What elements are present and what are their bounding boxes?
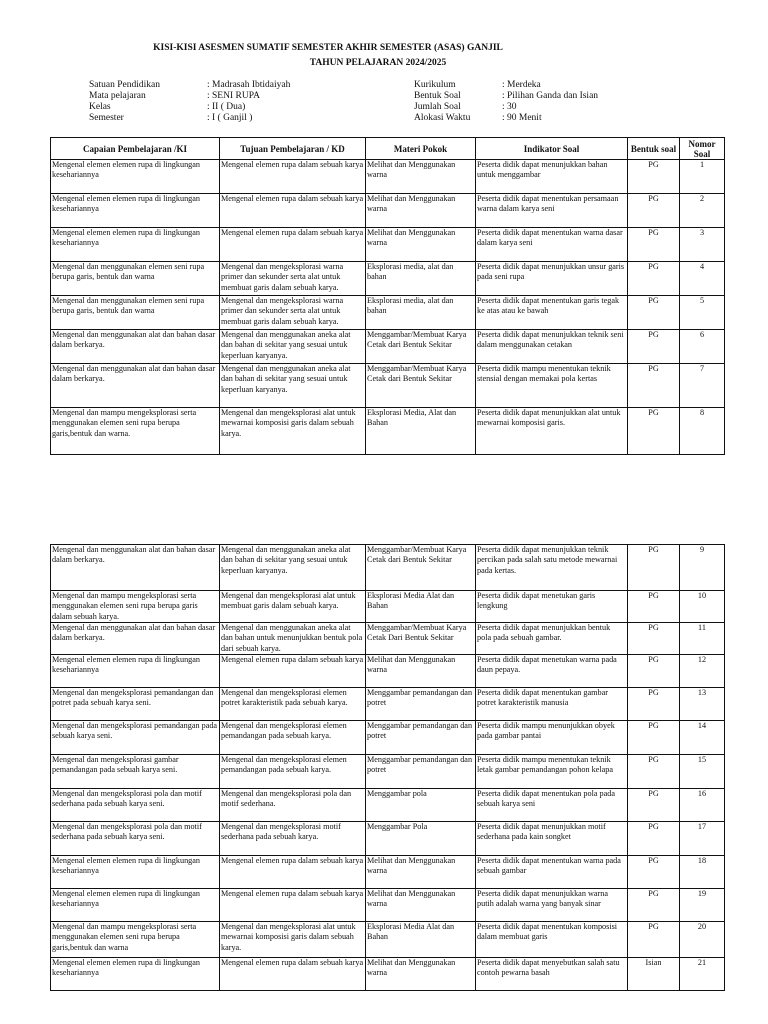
header-indikator: Indikator Soal xyxy=(476,138,628,160)
cell-bentuk: PG xyxy=(628,655,680,688)
table-row xyxy=(51,228,725,262)
header-materi: Materi Pokok xyxy=(366,138,476,160)
cell-tujuan: Mengenal elemen rupa dalam sebuah karya xyxy=(220,228,366,262)
cell-indikator: Peserta didik dapat menentukan garis tegak ke atas atau ke bawah xyxy=(476,296,628,330)
cell-materi: Melihat dan Menggunakan warna xyxy=(366,228,476,262)
info-value: : I ( Ganjil ) xyxy=(207,113,253,123)
cell-nomor: 2 xyxy=(680,194,725,228)
cell-bentuk: PG xyxy=(628,922,680,958)
info-value: : Merdeka xyxy=(502,80,541,90)
table-row xyxy=(51,160,725,194)
cell-nomor: 8 xyxy=(680,408,725,455)
table-row xyxy=(51,856,725,889)
cell-tujuan: Mengenal dan mengeksplorasi warna primer dan sekunder serta alat untuk membuat garis dalam sebuah karya. xyxy=(220,296,366,330)
cell-tujuan: Mengenal dan mengeksplorasi warna primer dan sekunder serta alat untuk membuat garis dalam sebuah karya. xyxy=(220,262,366,296)
cell-nomor: 16 xyxy=(680,789,725,822)
cell-nomor: 19 xyxy=(680,889,725,922)
cell-materi: Melihat dan Menggunakan warna xyxy=(366,160,476,194)
header-nomor: Nomor Soal xyxy=(680,138,725,160)
cell-materi: Menggambar pemandangan dan potret xyxy=(366,688,476,721)
cell-capaian: Mengenal dan mengeksplorasi gambar pemandangan pada sebuah karya seni. xyxy=(51,755,220,789)
cell-bentuk: PG xyxy=(628,262,680,296)
cell-tujuan: Mengenal elemen rupa dalam sebuah karya xyxy=(220,856,366,889)
cell-nomor: 1 xyxy=(680,160,725,194)
cell-tujuan: Mengenal dan mengeksplorasi elemen pemandangan pada sebuah karya. xyxy=(220,721,366,755)
table-row xyxy=(51,545,725,591)
cell-indikator: Peserta didik dapat menentukan warna pada sebuah gambar xyxy=(476,856,628,889)
cell-materi: Eksplorasi Media, Alat dan Bahan xyxy=(366,408,476,455)
cell-capaian: Mengenal elemen elemen rupa di lingkungan kesehariannya xyxy=(51,856,220,889)
cell-capaian: Mengenal elemen elemen rupa di lingkungan kesehariannya xyxy=(51,228,220,262)
cell-materi: Melihat dan Menggunakan warna xyxy=(366,958,476,991)
cell-capaian: Mengenal dan menggunakan alat dan bahan dasar dalam berkarya. xyxy=(51,545,220,591)
table-row xyxy=(51,296,725,330)
table-row xyxy=(51,623,725,655)
cell-nomor: 12 xyxy=(680,655,725,688)
info-value: : Madrasah Ibtidaiyah xyxy=(207,80,291,90)
table-row xyxy=(51,922,725,958)
cell-indikator: Peserta didik dapat menentukan gambar potret karakteristik manusia xyxy=(476,688,628,721)
cell-materi: Menggambar/Membuat Karya Cetak dari Bentuk Sekitar xyxy=(366,330,476,364)
header-capaian: Capaian Pembelajaran /KI xyxy=(51,138,220,160)
cell-tujuan: Mengenal dan mengeksplorasi elemen potret karakteristik pada sebuah karya. xyxy=(220,688,366,721)
document-title: KISI-KISI ASESMEN SUMATIF SEMESTER AKHIR SEMESTER (ASAS) GANJIL xyxy=(153,43,503,53)
cell-capaian: Mengenal elemen elemen rupa di lingkungan kesehariannya xyxy=(51,160,220,194)
cell-bentuk: PG xyxy=(628,545,680,591)
cell-bentuk: PG xyxy=(628,160,680,194)
info-labels-left xyxy=(89,80,160,124)
cell-capaian: Mengenal elemen elemen rupa di lingkungan kesehariannya xyxy=(51,889,220,922)
cell-indikator: Peserta didik dapat menunjukkan unsur garis pada seni rupa xyxy=(476,262,628,296)
cell-tujuan: Mengenal dan mengeksplorasi alat untuk mewarnai komposisi garis dalam sebuah karya. xyxy=(220,408,366,455)
document-subtitle: TAHUN PELAJARAN 2024/2025 xyxy=(309,58,447,68)
cell-capaian: Mengenal dan menggunakan elemen seni rupa berupa garis, bentuk dan warna xyxy=(51,262,220,296)
kisi-kisi-table-1 xyxy=(50,137,725,455)
cell-nomor: 20 xyxy=(680,922,725,958)
cell-capaian: Mengenal elemen elemen rupa di lingkungan kesehariannya xyxy=(51,194,220,228)
cell-materi: Menggambar pemandangan dan potret xyxy=(366,721,476,755)
info-label: Semester xyxy=(89,113,124,123)
cell-tujuan: Mengenal elemen rupa dalam sebuah karya xyxy=(220,889,366,922)
cell-materi: Eksplorasi Media Alat dan Bahan xyxy=(366,591,476,623)
cell-nomor: 11 xyxy=(680,623,725,655)
cell-nomor: 21 xyxy=(680,958,725,991)
info-label: Alokasi Waktu xyxy=(414,113,471,123)
header-tujuan: Tujuan Pembelajaran / KD xyxy=(220,138,366,160)
cell-nomor: 14 xyxy=(680,721,725,755)
cell-bentuk: PG xyxy=(628,789,680,822)
cell-bentuk: PG xyxy=(628,721,680,755)
info-value: : 30 xyxy=(502,102,517,112)
cell-tujuan: Mengenal dan mengeksplorasi elemen pemandangan pada sebuah karya. xyxy=(220,755,366,789)
cell-capaian: Mengenal dan mengeksplorasi pola dan motif sederhana pada sebuah karya seni. xyxy=(51,789,220,822)
info-values-right xyxy=(502,80,598,124)
cell-indikator: Peserta didik dapat menunjukkan bentuk pola pada sebuah gambar. xyxy=(476,623,628,655)
cell-capaian: Mengenal dan mengeksplorasi pemandangan dan potret pada sebuah karya seni. xyxy=(51,688,220,721)
cell-tujuan: Mengenal dan mengeksplorasi alat untuk membuat garis dalam sebuah karya. xyxy=(220,591,366,623)
cell-materi: Melihat dan Menggunakan warna xyxy=(366,194,476,228)
cell-tujuan: Mengenal elemen rupa dalam sebuah karya xyxy=(220,655,366,688)
cell-indikator: Peserta didik dapat menetukan garis lengkung xyxy=(476,591,628,623)
cell-indikator: Peserta didik mampu menentukan teknik stensial dengan memakai pola kertas xyxy=(476,364,628,408)
cell-capaian: Mengenal elemen elemen rupa di lingkungan kesehariannya xyxy=(51,958,220,991)
info-label: Bentuk Soal xyxy=(414,91,461,101)
cell-bentuk: Isian xyxy=(628,958,680,991)
header-bentuk: Bentuk soal xyxy=(628,138,680,160)
cell-materi: Menggambar/Membuat Karya Cetak Dari Bentuk Sekitar xyxy=(366,623,476,655)
cell-indikator: Peserta didik dapat menunjukkan alat untuk mewarnai komposisi garis. xyxy=(476,408,628,455)
table-row xyxy=(51,958,725,991)
cell-nomor: 17 xyxy=(680,822,725,856)
cell-materi: Menggambar/Membuat Karya Cetak dari Bentuk Sekitar xyxy=(366,545,476,591)
cell-bentuk: PG xyxy=(628,856,680,889)
cell-nomor: 4 xyxy=(680,262,725,296)
cell-materi: Menggambar Pola xyxy=(366,822,476,856)
cell-nomor: 6 xyxy=(680,330,725,364)
cell-bentuk: PG xyxy=(628,822,680,856)
table-row xyxy=(51,591,725,623)
cell-nomor: 10 xyxy=(680,591,725,623)
cell-bentuk: PG xyxy=(628,364,680,408)
info-label: Kurikulum xyxy=(414,80,456,90)
info-label: Satuan Pendidikan xyxy=(89,80,160,90)
cell-bentuk: PG xyxy=(628,688,680,721)
table-row xyxy=(51,364,725,408)
cell-tujuan: Mengenal elemen rupa dalam sebuah karya xyxy=(220,160,366,194)
cell-nomor: 5 xyxy=(680,296,725,330)
cell-materi: Eksplorasi media, alat dan bahan xyxy=(366,262,476,296)
table-row xyxy=(51,194,725,228)
cell-tujuan: Mengenal dan menggunakan aneka alat dan bahan untuk menunjukkan bentuk pola dari sebuah karya. xyxy=(220,623,366,655)
cell-indikator: Peserta didik dapat menentukan pola pada sebuah karya seni xyxy=(476,789,628,822)
cell-indikator: Peserta didik dapat menentukan warna dasar dalam karya seni xyxy=(476,228,628,262)
cell-materi: Melihat dan Menggunakan warna xyxy=(366,856,476,889)
table-row xyxy=(51,330,725,364)
info-value: : Pilihan Ganda dan Isian xyxy=(502,91,599,101)
info-value: : 90 Menit xyxy=(502,113,542,123)
cell-bentuk: PG xyxy=(628,889,680,922)
table-row xyxy=(51,889,725,922)
cell-capaian: Mengenal dan menggunakan alat dan bahan dasar dalam berkarya. xyxy=(51,330,220,364)
table-row xyxy=(51,755,725,789)
info-label: Kelas xyxy=(89,102,111,112)
cell-materi: Melihat dan Menggunakan warna xyxy=(366,655,476,688)
cell-tujuan: Mengenal elemen rupa dalam sebuah karya xyxy=(220,958,366,991)
cell-materi: Melihat dan Menggunakan warna xyxy=(366,889,476,922)
cell-bentuk: PG xyxy=(628,194,680,228)
table-row xyxy=(51,822,725,856)
table-row xyxy=(51,721,725,755)
header-row xyxy=(51,138,725,160)
cell-tujuan: Mengenal dan menggunakan aneka alat dan bahan di sekitar yang sesuai untuk keperluan karyanya. xyxy=(220,545,366,591)
cell-bentuk: PG xyxy=(628,330,680,364)
table-row xyxy=(51,789,725,822)
info-label: Mata pelajaran xyxy=(89,91,146,101)
cell-materi: Eksplorasi media, alat dan bahan xyxy=(366,296,476,330)
cell-indikator: Peserta didik dapat menunjukkan bahan untuk menggambar xyxy=(476,160,628,194)
info-values-left xyxy=(207,80,290,124)
cell-indikator: Peserta didik dapat menunjukkan warna putih adalah warna yang banyak sinar xyxy=(476,889,628,922)
cell-tujuan: Mengenal dan menggunakan aneka alat dan bahan di sekitar yang sesuai untuk keperluan karyanya. xyxy=(220,330,366,364)
cell-nomor: 7 xyxy=(680,364,725,408)
cell-materi: Menggambar pola xyxy=(366,789,476,822)
cell-indikator: Peserta didik dapat menunjukkan teknik percikan pada salah satu metode mewarnai pada kertas. xyxy=(476,545,628,591)
cell-capaian: Mengenal dan mampu mengeksplorasi serta menggunakan elemen seni rupa berupa garis,bentuk dan warna. xyxy=(51,408,220,455)
cell-capaian: Mengenal dan mampu mengeksplorasi serta menggunakan elemen seni rupa berupa garis,bentuk dan warna xyxy=(51,922,220,958)
kisi-kisi-table-2 xyxy=(50,544,725,991)
cell-nomor: 9 xyxy=(680,545,725,591)
table-row xyxy=(51,262,725,296)
cell-indikator: Peserta didik mampu menentukan teknik letak gambar pemandangan pohon kelapa xyxy=(476,755,628,789)
cell-nomor: 15 xyxy=(680,755,725,789)
cell-nomor: 3 xyxy=(680,228,725,262)
info-value: : II ( Dua) xyxy=(207,102,246,112)
cell-bentuk: PG xyxy=(628,228,680,262)
table-row xyxy=(51,408,725,455)
cell-materi: Menggambar pemandangan dan potret xyxy=(366,755,476,789)
cell-indikator: Peserta didik dapat menyebutkan salah satu contoh pewarna basah xyxy=(476,958,628,991)
info-labels-right xyxy=(414,80,470,124)
cell-capaian: Mengenal dan menggunakan alat dan bahan dasar dalam berkarya. xyxy=(51,364,220,408)
cell-indikator: Peserta didik dapat menentukan persamaan warna dalam karya seni xyxy=(476,194,628,228)
cell-indikator: Peserta didik dapat menetukan warna pada daun pepaya. xyxy=(476,655,628,688)
cell-nomor: 18 xyxy=(680,856,725,889)
cell-bentuk: PG xyxy=(628,408,680,455)
cell-indikator: Peserta didik dapat menentukan komposisi dalam membuat garis xyxy=(476,922,628,958)
info-label: Jumlah Soal xyxy=(414,102,461,112)
cell-capaian: Mengenal dan menggunakan alat dan bahan dasar dalam berkarya. xyxy=(51,623,220,655)
cell-capaian: Mengenal dan mampu mengeksplorasi serta menggunakan elemen seni rupa berupa garis dalam sebuah karya. xyxy=(51,591,220,623)
cell-materi: Eksplorasi Media Alat dan Bahan xyxy=(366,922,476,958)
cell-tujuan: Mengenal elemen rupa dalam sebuah karya xyxy=(220,194,366,228)
cell-capaian: Mengenal dan menggunakan elemen seni rupa berupa garis, bentuk dan warna xyxy=(51,296,220,330)
cell-capaian: Mengenal dan mengeksplorasi pola dan motif sederhana pada sebuah karya seni. xyxy=(51,822,220,856)
table-row xyxy=(51,655,725,688)
cell-materi: Menggambar/Membuat Karya Cetak dari Bentuk Sekitar xyxy=(366,364,476,408)
cell-capaian: Mengenal dan mengeksplorasi pemandangan pada sebuah karya seni. xyxy=(51,721,220,755)
cell-tujuan: Mengenal dan mengeksplorasi alat untuk mewarnai komposisi garis dalam sebuah karya. xyxy=(220,922,366,958)
info-value: : SENI RUPA xyxy=(207,91,260,101)
cell-tujuan: Mengenal dan mengeksplorasi motif sederhana pada sebuah karya. xyxy=(220,822,366,856)
cell-tujuan: Mengenal dan mengeksplorasi pola dan motif sederhana. xyxy=(220,789,366,822)
cell-indikator: Peserta didik dapat menunjukkan teknik seni dalam menggunakan cetakan xyxy=(476,330,628,364)
cell-bentuk: PG xyxy=(628,623,680,655)
cell-indikator: Peserta didik dapat menunjukkan motif sederhana pada kain songket xyxy=(476,822,628,856)
cell-nomor: 13 xyxy=(680,688,725,721)
cell-bentuk: PG xyxy=(628,755,680,789)
cell-bentuk: PG xyxy=(628,296,680,330)
cell-tujuan: Mengenal dan menggunakan aneka alat dan bahan di sekitar yang sesuai untuk keperluan karyanya. xyxy=(220,364,366,408)
table-row xyxy=(51,688,725,721)
cell-bentuk: PG xyxy=(628,591,680,623)
cell-indikator: Peserta didik mampu menunjukkan obyek pada gambar pantai xyxy=(476,721,628,755)
cell-capaian: Mengenal elemen elemen rupa di lingkungan kesehariannya xyxy=(51,655,220,688)
